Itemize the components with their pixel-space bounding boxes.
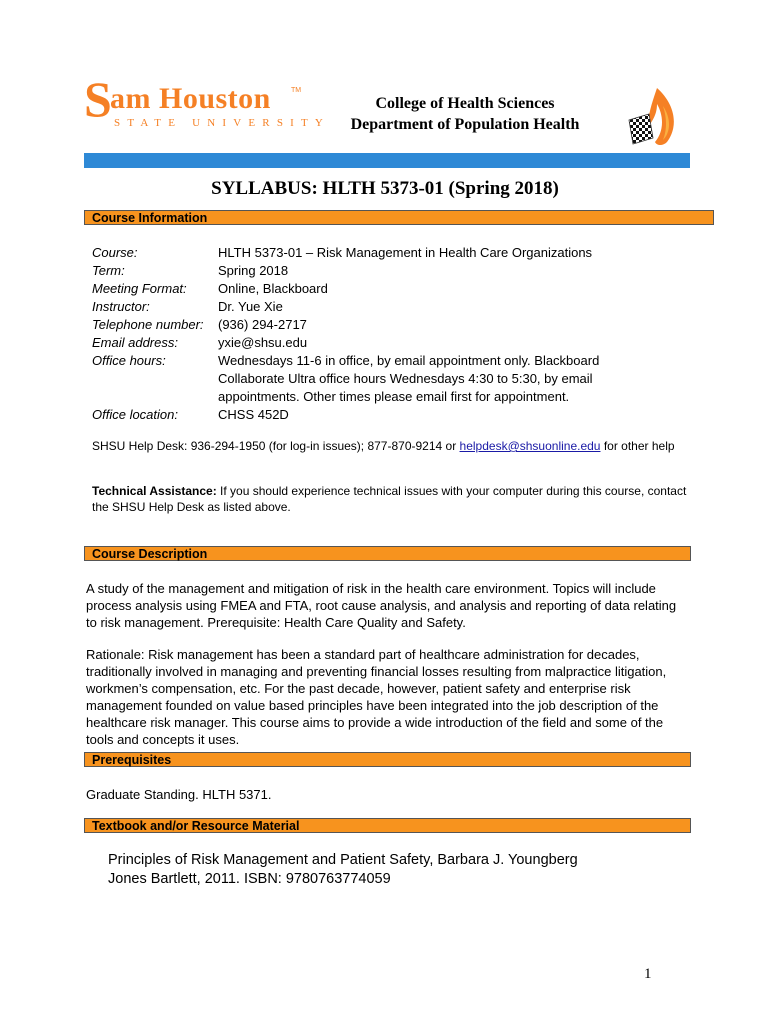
helpdesk-info — [92, 438, 692, 454]
helpdesk-text: SHSU Help Desk: 936-294-1950 (for log-in issues); 877-870-9214 or — [92, 439, 460, 453]
info-value: Wednesdays 11-6 in office, by email appointment only. Blackboard Collaborate Ultra office hours Wednesdays 4:30 to 5:30, by email appointments. Other times please email first for appointment. — [218, 353, 600, 404]
info-label: Office location: — [92, 407, 178, 422]
info-value: CHSS 452D — [218, 407, 289, 422]
college-heading — [330, 93, 600, 135]
section-header-course-description: Course Description — [84, 546, 691, 561]
course-info-list — [92, 244, 658, 424]
info-value: Dr. Yue Xie — [218, 299, 283, 314]
logo-initial: S — [84, 71, 112, 127]
header-divider-bar — [84, 153, 690, 168]
department-name: Department of Population Health — [350, 116, 580, 133]
technical-assistance — [92, 483, 692, 515]
section-header-textbook: Textbook and/or Resource Material — [84, 818, 691, 833]
logo-trademark: TM — [291, 87, 302, 94]
info-row-instructor — [92, 298, 658, 316]
prerequisites-text: Graduate Standing. HLTH 5371. — [86, 787, 272, 802]
textbook-citation — [108, 851, 578, 889]
info-label: Course: — [92, 245, 138, 260]
college-name: College of Health Sciences — [375, 95, 555, 112]
section-header-prerequisites: Prerequisites — [84, 752, 691, 767]
info-value: (936) 294-2717 — [218, 317, 307, 332]
flame-checkered-flag-icon — [627, 86, 677, 148]
rationale-paragraph: Rationale: Risk management has been a standard part of healthcare administration for decades, traditionally involved in managing and preventing financial losses resulting from malpractice litigation, workmen’s compensation, etc. For the past decade, however, patient safety and enterprise risk management founded on value based principles have been integrated into the job description of the healthcare risk manager. This course aims to provide a wide introduction of the field and some of the tools and concepts it uses. — [86, 647, 667, 747]
technical-assistance-text: If you should experience technical issues with your computer during this course, contact the SHSU Help Desk as listed above. — [92, 484, 687, 514]
info-row-office-location — [92, 406, 658, 424]
info-value: HLTH 5373-01 – Risk Management in Health Care Organizations — [218, 245, 593, 260]
info-label: Telephone number: — [92, 317, 204, 332]
shsu-logo — [84, 71, 331, 132]
section-header-course-information: Course Information — [84, 210, 714, 225]
info-label: Office hours: — [92, 353, 166, 368]
helpdesk-suffix: for other help — [600, 439, 675, 453]
info-row-office-hours — [92, 352, 658, 406]
info-row-meeting-format — [92, 280, 658, 298]
course-description-paragraph: A study of the management and mitigation of risk in the health care environment. Topics will include process analysis using FMEA and FTA, root cause analysis, and analysis and reporting of data relating to risk management. Prerequisite: Health Care Quality and Safety. — [86, 581, 677, 630]
info-value: Online, Blackboard — [218, 281, 328, 296]
textbook-title-line: Principles of Risk Management and Patient Safety, Barbara J. Youngberg — [108, 852, 578, 868]
logo-subtitle: STATE UNIVERSITY — [114, 117, 331, 129]
info-row-course — [92, 244, 658, 262]
logo-wordmark: am Houston — [110, 82, 271, 115]
info-value: yxie@shsu.edu — [218, 335, 308, 350]
textbook-publisher-line: Jones Bartlett, 2011. ISBN: 9780763774059 — [108, 871, 391, 887]
info-row-email — [92, 334, 658, 352]
info-label: Meeting Format: — [92, 281, 187, 296]
info-row-telephone — [92, 316, 658, 334]
info-label: Term: — [92, 263, 125, 278]
info-label: Instructor: — [92, 299, 150, 314]
technical-assistance-label: Technical Assistance: — [92, 484, 217, 498]
page-number: 1 — [644, 966, 652, 982]
info-label: Email address: — [92, 335, 178, 350]
info-row-term — [92, 262, 658, 280]
helpdesk-email-link[interactable]: helpdesk@shsuonline.edu — [459, 439, 601, 453]
page-title: SYLLABUS: HLTH 5373-01 (Spring 2018) — [211, 178, 559, 199]
info-value: Spring 2018 — [218, 263, 289, 278]
